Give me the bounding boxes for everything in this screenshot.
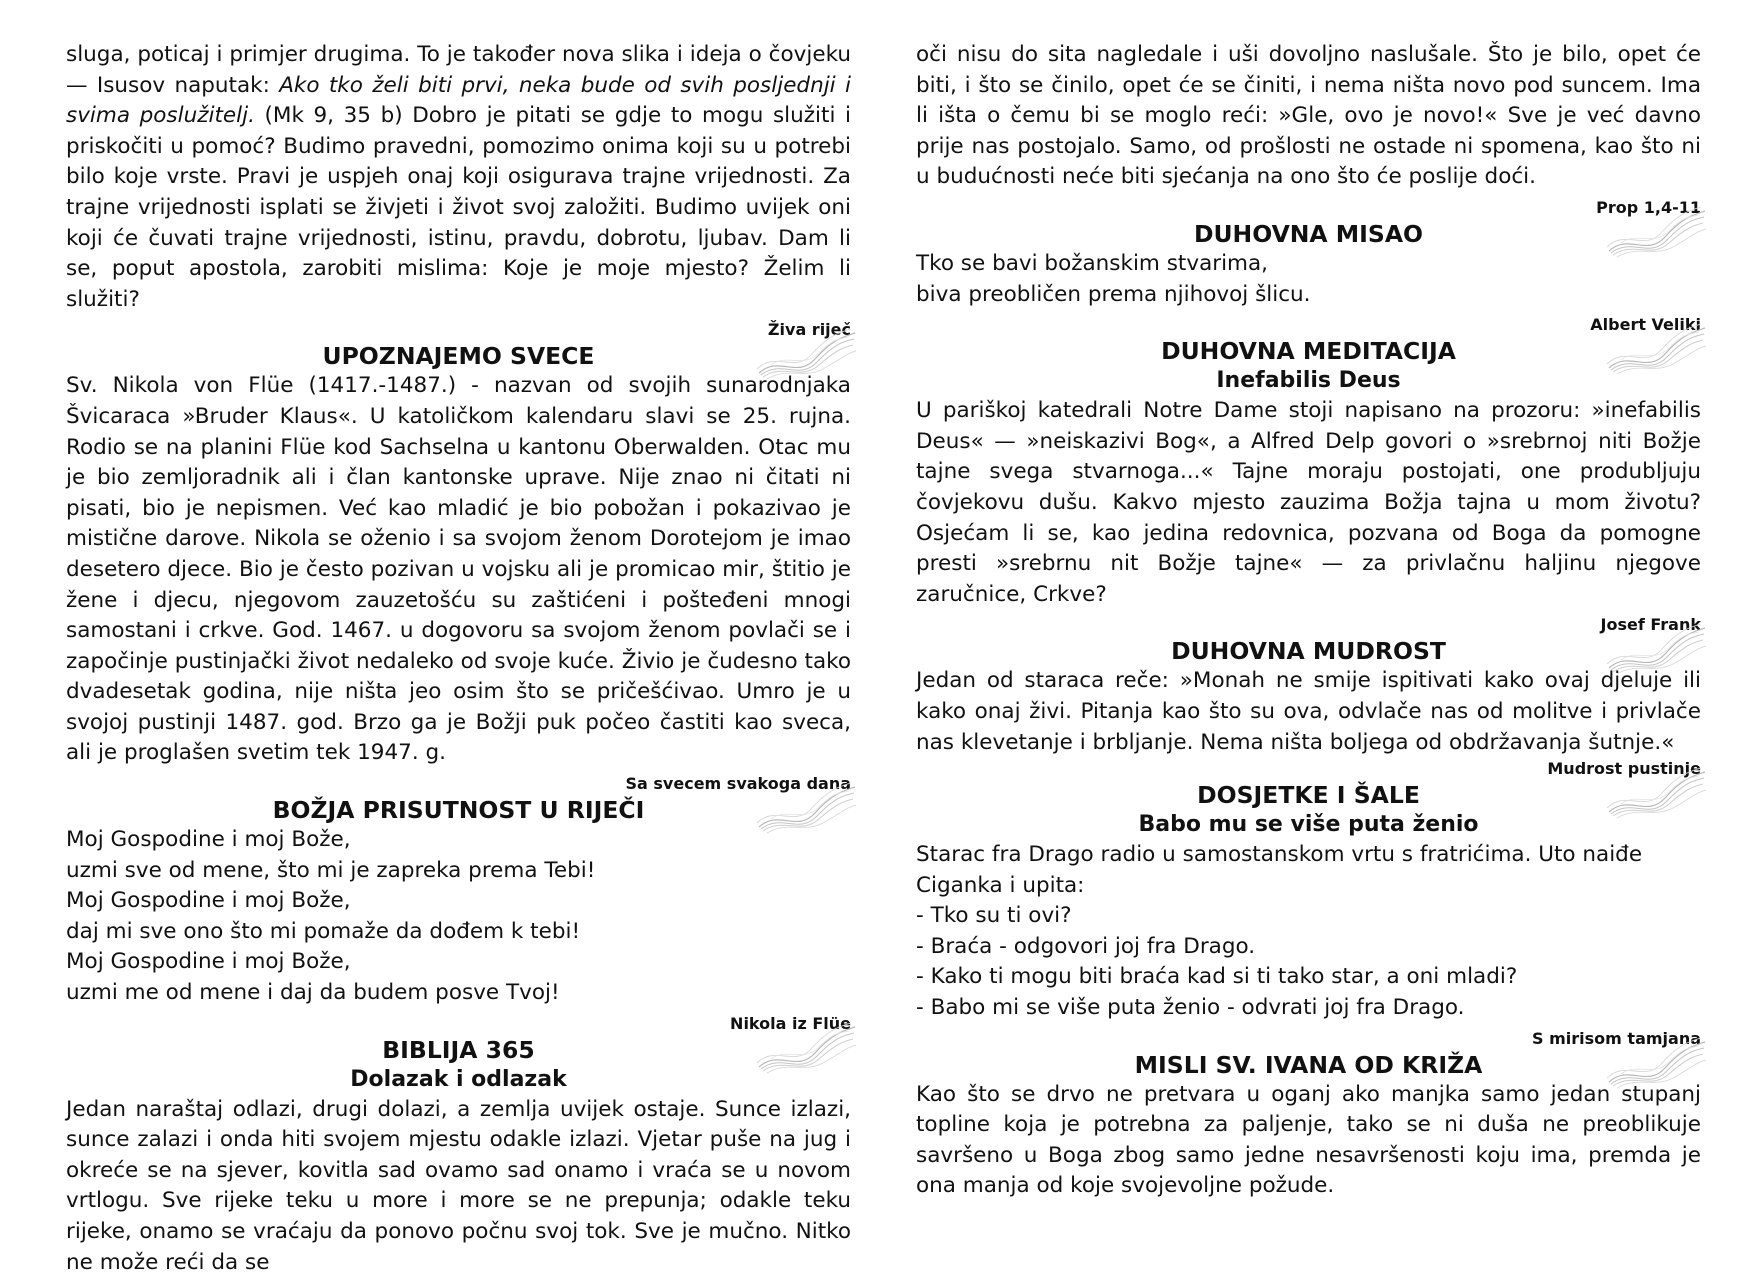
smoke-swirl-icon	[1607, 1038, 1707, 1090]
poem-line: Moj Gospodine i moj Bože,	[66, 888, 351, 914]
dialogue-line: - Babo mi se više puta ženio - odvrati joj fra Drago.	[916, 995, 1465, 1021]
section-heading-bible: BIBLIJA 365	[66, 1035, 851, 1065]
john-paragraph: Kao što se drvo ne pretvara u oganj ako manjka samo jedan stupanj topline koja je potrebna za paljenje, tako se ni duša ne preoblikuje savršeno u Boga zbog samo jedne nesavršenosti koju ima, premda je ona manja od koje svojevoljne požude.	[916, 1081, 1701, 1199]
dialogue-line: - Kako ti mogu biti braća kad si ti tako star, a oni mladi?	[916, 964, 1518, 990]
smoke-swirl-icon	[1607, 768, 1707, 820]
bible-paragraph: Jedan naraštaj odlazi, drugi dolazi, a zemlja uvijek ostaje. Sunce izlazi, sunce zalazi i onda hiti svojem mjestu odakle izlazi. Vjetar puše na jug i okreće se na sjever, kovitla sad ovamo sad onamo i vraća se u novom vrtlogu. Sve rijeke teku u more i more se ne prepunja; odakle teku rijeke, onamo se vraćaju da ponovo počnu svoj tok. Sve je mučno. Nitko ne može reći da se	[66, 1096, 851, 1275]
section-subheading: Inefabilis Deus	[1216, 368, 1401, 394]
right-column	[916, 40, 1701, 1202]
poem-line: Moj Gospodine i moj Bože,	[66, 827, 351, 853]
source-attribution: S mirisom tamjana	[1532, 1028, 1701, 1048]
source-attribution: Živa riječ	[767, 320, 851, 340]
poem-line: Moj Gospodine i moj Bože,	[66, 949, 351, 975]
smoke-swirl-icon	[757, 783, 857, 835]
left-column	[66, 40, 851, 1278]
bible-continuation-paragraph: oči nisu do sita nagledale i uši dovoljno naslušale. Što je bilo, opet će biti, i što se činilo, opet će se činiti, i nema ništa novo pod suncem. Ima li išta o čemu bi se moglo reći: »Gle, ovo je novo!« Sve je već davno prije nas postojalo. Samo, od prošlosti ne ostade ni spomena, kao što ni u budućnosti neće biti sjećanja na ono što će poslije doći.	[916, 42, 1701, 190]
section-heading-saints: UPOZNAJEMO SVECE	[66, 341, 851, 371]
smoke-swirl-icon	[1607, 624, 1707, 676]
wisdom-paragraph: Jedan od staraca reče: »Monah ne smije ispitivati kako ovaj djeluje ili kako onaj živi. Pitanja kao što su ova, odvlače nas od molitve i privlače nas klevetanje i brbljanje. Nema ništa boljega od obdržavanja šutnje.«	[916, 668, 1701, 755]
section-heading-thought: DUHOVNA MISAO	[916, 219, 1701, 249]
poem-line: uzmi me od mene i daj da budem posve Tvoj!	[66, 980, 560, 1006]
source-attribution: Mudrost pustinje	[1547, 759, 1701, 779]
section-subheading: Babo mu se više puta ženio	[1138, 812, 1479, 838]
source-attribution: Nikola iz Flüe	[730, 1013, 851, 1033]
section-heading-meditation: DUHOVNA MEDITACIJA	[916, 336, 1701, 366]
section-heading-jokes: DOSJETKE I ŠALE	[916, 780, 1701, 810]
intro-paragraph: sluga, poticaj i primjer drugima. To je također nova slika i ideja o čovjeku — Isusov naputak: Ako tko želi biti prvi, neka bude od svih posljednji i svima poslužitelj. (Mk 9, 35 b) Dobro je pitati se gdje to mogu služiti i priskočiti u pomoć? Budimo pravedni, pomozimo onima koji su u potrebi bilo koje vrste. Pravi je uspjeh onaj koji osigurava trajne vrijednosti. Za trajne vrijednosti isplati se živjeti i život svoj založiti. Budimo uvijek oni koji će čuvati trajne vrijednosti, istinu, pravdu, dobrotu, ljubav. Dam li se, poput apostola, zarobiti mislima: Koje je moje mjesto? Želim li služiti?	[66, 42, 851, 312]
smoke-swirl-icon	[757, 329, 857, 381]
saints-paragraph: Sv. Nikola von Flüe (1417.-1487.) - nazvan od svojih sunarodnjaka Švicaraca »Bruder Klaus«. U katoličkom kalendaru slavi se 25. rujna. Rodio se na planini Flüe kod Sachselna u kantonu Oberwalden. Otac mu je bio zemljoradnik ali i član kantonske uprave. Nije znao ni čitati ni pisati, bio je nepismen. Već kao mladić je bio pobožan i pokazivao je mistične darove. Nikola se oženio i sa svojom ženom Dorotejom je imao desetero djece. Bio je često pozivan u vojsku ali je promicao mir, štitio je žene i djecu, njegovom zauzetošću su zaštićeni i pošteđeni mnogi samostani i crkve. God. 1467. u dogovoru sa svojom ženom povlači se i započinje pustinjački život nedaleko od svoje kuće. Živio je čudesno tako dvadesetak godina, nije ništa jeo osim što se pričešćivao. Umro je u svojoj pustinji 1487. god. Brzo ga je Božji puk počeo častiti kao sveca, ali je proglašen svetim tek 1947. g.	[66, 373, 851, 766]
section-heading-wisdom: DUHOVNA MUDROST	[916, 636, 1701, 666]
meditation-paragraph: U pariškoj katedrali Notre Dame stoji napisano na prozoru: »inefabilis Deus« — »neiskazivi Bog«, a Alfred Delp govori o »srebrnoj niti Božje tajne svega stvarnoga...« Tajne moraju postojati, one produbljuju čovjekovu dušu. Kakvo mjesto zauzima Božja tajna u mom životu? Osjećam li se, kao jedina redovnica, pozvana od Boga da pomogne presti »srebrnu nit Božje tajne« — za privlačnu haljinu njegove zaručnice, Crkve?	[916, 398, 1701, 607]
joke-intro: Starac fra Drago radio u samostanskom vrtu s fratrićima. Uto naiđe Ciganka i upita:	[916, 842, 1643, 898]
section-heading-presence: BOŽJA PRISUTNOST U RIJEČI	[66, 795, 851, 825]
smoke-swirl-icon	[1607, 324, 1707, 376]
section-subheading: Dolazak i odlazak	[350, 1066, 567, 1092]
source-attribution: Sa svecem svakoga dana	[625, 774, 851, 794]
poem-line: daj mi sve ono što mi pomaže da dođem k tebi!	[66, 918, 581, 944]
thought-lines	[916, 249, 1701, 310]
source-attribution: Josef Frank	[1600, 615, 1701, 635]
smoke-swirl-icon	[1607, 207, 1707, 259]
source-attribution: Albert Veliki	[1590, 315, 1701, 335]
poem-line: uzmi sve od mene, što mi je zapreka prema Tebi!	[66, 857, 596, 883]
dialogue-line: - Braća - odgovori joj fra Drago.	[916, 933, 1256, 959]
thought-line: Tko se bavi božanskim stvarima,	[916, 250, 1269, 276]
thought-line: biva preobličen prema njihovoj šlicu.	[916, 281, 1311, 307]
gospel-quote: Ako tko želi biti prvi, neka bude od svih posljednji i svima poslužitelj.	[66, 72, 851, 129]
joke-dialogue	[916, 840, 1701, 1024]
dialogue-line: - Tko su ti ovi?	[916, 903, 1072, 929]
prayer-poem	[66, 825, 851, 1009]
source-attribution: Prop 1,4-11	[1596, 197, 1701, 217]
smoke-swirl-icon	[757, 1023, 857, 1075]
section-heading-john: MISLI SV. IVANA OD KRIŽA	[916, 1050, 1701, 1080]
